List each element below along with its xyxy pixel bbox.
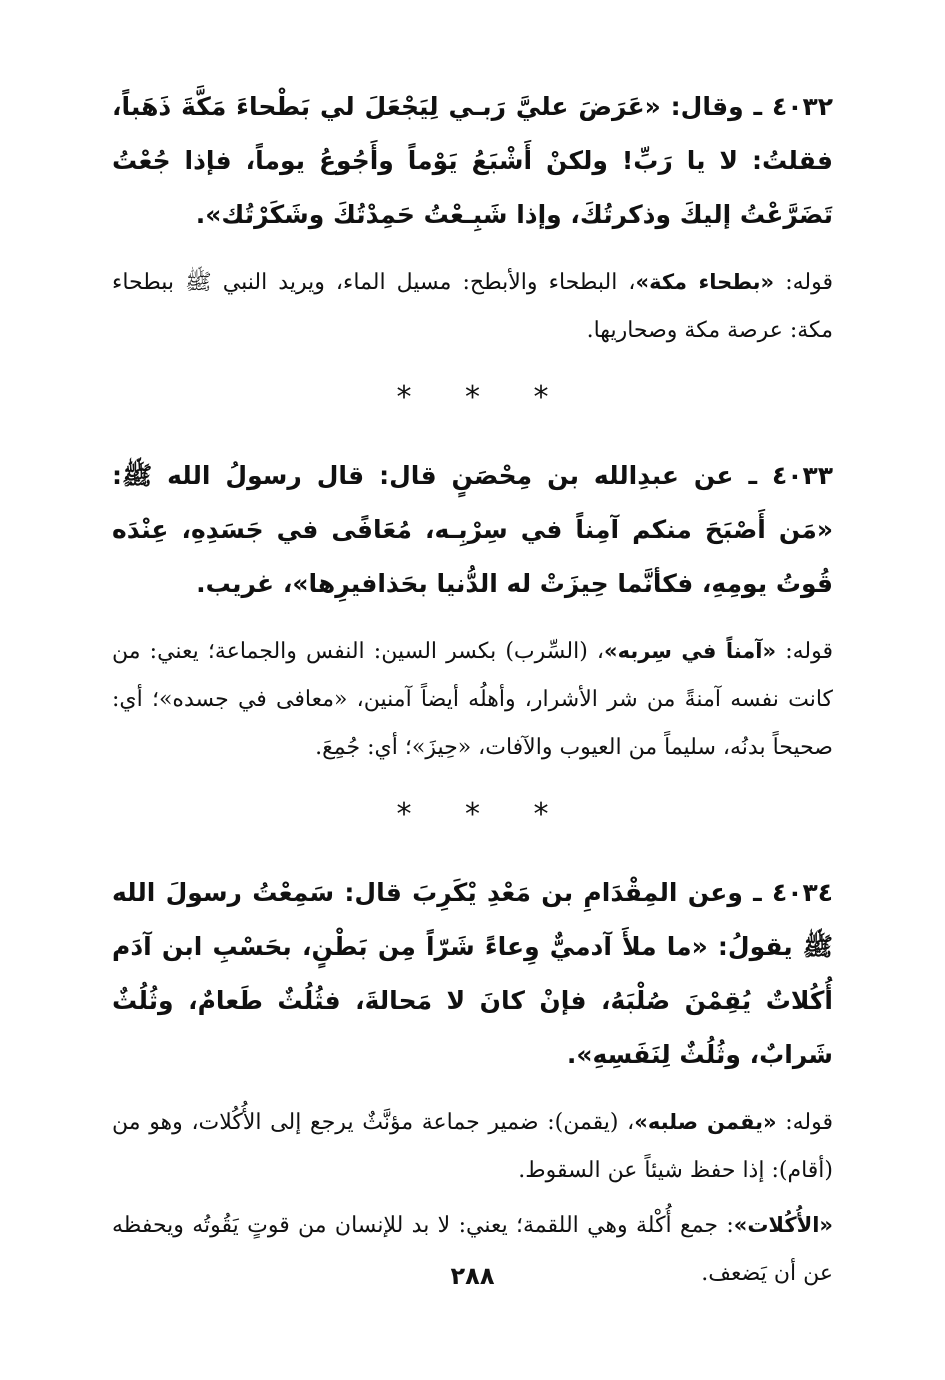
section-separator: * * * [396,797,571,832]
commentary-text: ، البطحاء والأبطح: مسيل الماء، ويريد النبي ﷺ ببطحاء مكة: عرصة مكة وصحاريها. [112,270,833,343]
commentary-label: قوله: [774,270,833,295]
commentary-label: قوله: [776,1110,834,1135]
hadith-4033: ٤٠٣٣ ـ عن عبدِالله بن مِحْصَنٍ قال: قال رسولُ الله ﷺ: «مَن أَصْبَحَ منكم آمِناً في سِرْبِـه، مُعَافًى في جَسَدِهِ، عِنْدَه قُوتُ يومِهِ، فكأنَّما حِيزَتْ له الدُّنيا بحَذافيرِها»، غريب. [112,461,833,598]
commentary-text: ، (السِّرب) بكسر السين: النفس والجماعة؛ يعني: من كانت نفسه آمنةً من شر الأشرار، وأهلُه أيضاً آمنين، «معافى في جسده»؛ أي: صحيحاً بدنُه، سليماً من العيوب والآفات، «حِيزَ»؛ أي: جُمِعَ. [112,639,833,760]
commentary-4032 [112,258,833,355]
section-separator: * * * [396,380,571,415]
commentary-term: «آمناً في سِربه» [604,639,777,663]
hadith-4032: ٤٠٣٢ ـ وقال: «عَرَضَ عليَّ رَبـي لِيَجْعَلَ لي بَطْحاءَ مَكَّةَ ذَهَباً، فقلتُ: لا يا رَبِّ! ولكنْ أَشْبَعُ يَوْماً وأَجُوعُ يوماً، فإذا جُعْتُ تَضَرَّعْتُ إليكَ وذكرتُكَ، وإذا شَبِـعْتُ حَمِدْتُكَ وشَكَرْتُك». [112,92,833,229]
page-number: ٢٨٨ [450,1262,495,1290]
commentary-4033 [112,627,833,772]
commentary-text: ، (يقمن): ضمير جماعة مؤنَّثٌ يرجع إلى الأُكُلات، وهو من (أقام): إذا حفظ شيئاً عن السقوط. [112,1110,833,1183]
commentary-term: «الأُكُلات» [733,1213,833,1237]
commentary-4034 [112,1098,833,1195]
commentary-term: «بطحاء مكة» [635,270,775,294]
commentary-label: قوله: [776,639,833,664]
commentary-term: «يقمن صلبه» [634,1110,777,1134]
commentary-text: : جمع أُكْلة وهي اللقمة؛ يعني: لا بد للإنسان من قوتٍ يَقُوتُه ويحفظه عن أن يَضعف. [112,1213,833,1286]
hadith-4034: ٤٠٣٤ ـ وعن المِقْدَامِ بن مَعْدِ يْكَرِبَ قال: سَمِعْتُ رسولَ الله ﷺ يقولُ: «ما ملأَ آدميٌّ وِعاءً شَرّاً مِن بَطْنٍ، بحَسْبِ ابن آدَم أُكُلاتٌ يُقِمْنَ صُلْبَهُ، فإنْ كانَ لا مَحالةَ، فثُلُثٌ طَعامٌ، وثُلُثٌ شَرابٌ، وثُلُثٌ لِنَفَسِهِ». [112,878,833,1069]
